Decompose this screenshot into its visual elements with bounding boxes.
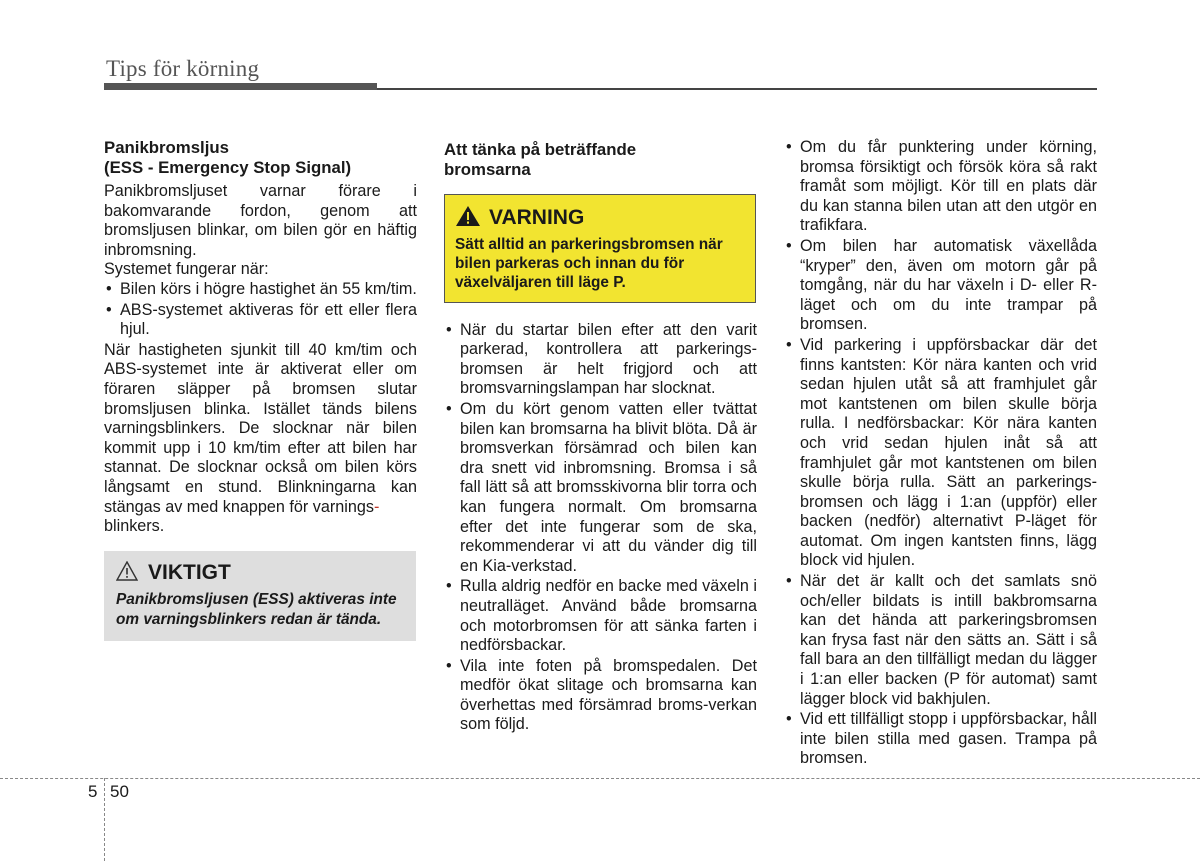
footer-margin-rule	[104, 778, 105, 861]
list-item: • ABS-systemet aktiveras för ett eller flera hjul.	[104, 301, 417, 340]
brakes-heading-line1: Att tänka på beträffande	[444, 140, 637, 159]
column-2	[444, 140, 757, 736]
ess-heading-line1: Panikbromsljus	[104, 138, 229, 157]
list-item: • Om du kört genom vatten eller tvättat bilen kan bromsarna ha blivit blöta. Då är bromsverkan försämrad och bilen kan dra snett vid inbromsning. Bromsa i så fall lätt så att bromsskivorna blir torra och kan fungera normalt. Om bromsarna efter det inte fungerar som de ska, rekommenderar vi att du vänder dig till en Kia-verkstad.	[444, 400, 757, 576]
section-title: Tips för körning	[106, 56, 260, 81]
page-section-number: 5	[88, 782, 98, 801]
list-item: • Om du får punktering under körning, bromsa försiktigt och försök köra så rakt framåt som möjligt. Kör till en plats där du kan stanna bilen utan att den utgör en trafikfara.	[784, 138, 1097, 236]
header-rule-thick	[104, 83, 377, 90]
list-item: • Bilen körs i högre hastighet än 55 km/tim.	[104, 280, 417, 300]
ess-body-hyphen: -	[373, 497, 380, 516]
ess-heading-line2: (ESS - Emergency Stop Signal)	[104, 158, 352, 177]
column-1	[104, 138, 417, 641]
header-rule-thin	[377, 88, 1097, 90]
page-number: 50	[110, 782, 129, 801]
ess-heading	[104, 138, 417, 178]
notice-title-row	[116, 561, 404, 585]
list-item: • Vila inte foten på bromspedalen. Det medför ökat slitage och bromsarna kan överhettas med försämrad broms-verkan som följd.	[444, 657, 757, 735]
brakes-list-continued	[784, 138, 1097, 769]
list-item: • Om bilen har automatisk växellåda “kryper” den, även om motorn går på tomgång, när du har växeln i D- eller R-läget och om du inte trampar på bromsen.	[784, 237, 1097, 335]
notice-text: Panikbromsljusen (ESS) aktiveras inte om varningsblinkers redan är tända.	[116, 591, 397, 628]
warning-triangle-filled-icon	[455, 205, 481, 231]
warning-box	[444, 194, 756, 303]
list-item: • Vid ett tillfälligt stopp i uppförsbackar, håll inte bilen stilla med gasen. Trampa på bromsen.	[784, 710, 1097, 769]
brakes-list	[444, 321, 757, 735]
ess-body	[104, 341, 417, 537]
ess-system-text: Systemet fungerar när:	[104, 260, 269, 279]
warning-title: VARNING	[489, 206, 585, 229]
list-item: • Vid parkering i uppförsbackar där det finns kantsten: Kör nära kanten och vrid sedan hjulen utåt så att framhjulet går mot kantstenen om bilen skulle börja rulla. I nedförsbackar: Kör nära kanten och vrid sedan hjulen inåt så att framhjulet går mot kantstenen om bilen skulle börja rulla. Sätt an parkerings-bromsen och lägg i 1:an (uppför) eller backen (nedför) alternativt P-läget för automat. Om ingen kantsten finns, lägg block vid hjulen.	[784, 336, 1097, 571]
ess-conditions-list	[104, 280, 417, 340]
notice-title: VIKTIGT	[148, 560, 231, 584]
footer-rule	[0, 778, 1200, 779]
warning-triangle-outline-icon	[116, 561, 138, 585]
warning-title-row	[455, 205, 745, 231]
list-item: • Rulla aldrig nedför en backe med växeln i neutralläget. Använd både bromsarna och motorbromsen för att sänka farten i nedförsbackar.	[444, 577, 757, 655]
list-item: • När du startar bilen efter att den varit parkerad, kontrollera att parkerings-bromsen är helt frigjord och att bromsvarningslampan har slocknat.	[444, 321, 757, 399]
list-item: • När det är kallt och det samlats snö och/eller bildats is intill bakbromsarna kan det hända att parkeringsbromsen kan frysa fast när den sätts an. Sätt i så fall bara an den tillfälligt medan du lägger i 1:an eller backen (P för automat) samt lägger block vid bakhjulen.	[784, 572, 1097, 709]
notice-box	[104, 551, 416, 642]
ess-body-end: blinkers.	[104, 517, 165, 536]
ess-intro: Panikbromsljuset varnar förare i bakomvarande fordon, genom att bromsljusen blinkar, om bilen gör en häftig inbromsning.	[104, 182, 417, 259]
brakes-heading	[444, 140, 757, 180]
warning-text: Sätt alltid an parkeringsbromsen när bilen parkeras och innan du för växelväljaren till läge P.	[455, 235, 723, 291]
ess-body-main: När hastigheten sjunkit till 40 km/tim och ABS-systemet inte är aktiverat eller om föraren släpper på bromsen slutar bromsljusen blinka. Istället tänds bilens varningsblinkers. De slocknar när bilen kommit upp i 10 km/tim efter att bilen har stannat. De slocknar också om bilen körs långsamt en stund. Blinkningarna kan stängas av med knappen för varnings	[104, 340, 417, 516]
column-3	[784, 138, 1097, 770]
brakes-heading-line2: bromsarna	[444, 160, 531, 179]
